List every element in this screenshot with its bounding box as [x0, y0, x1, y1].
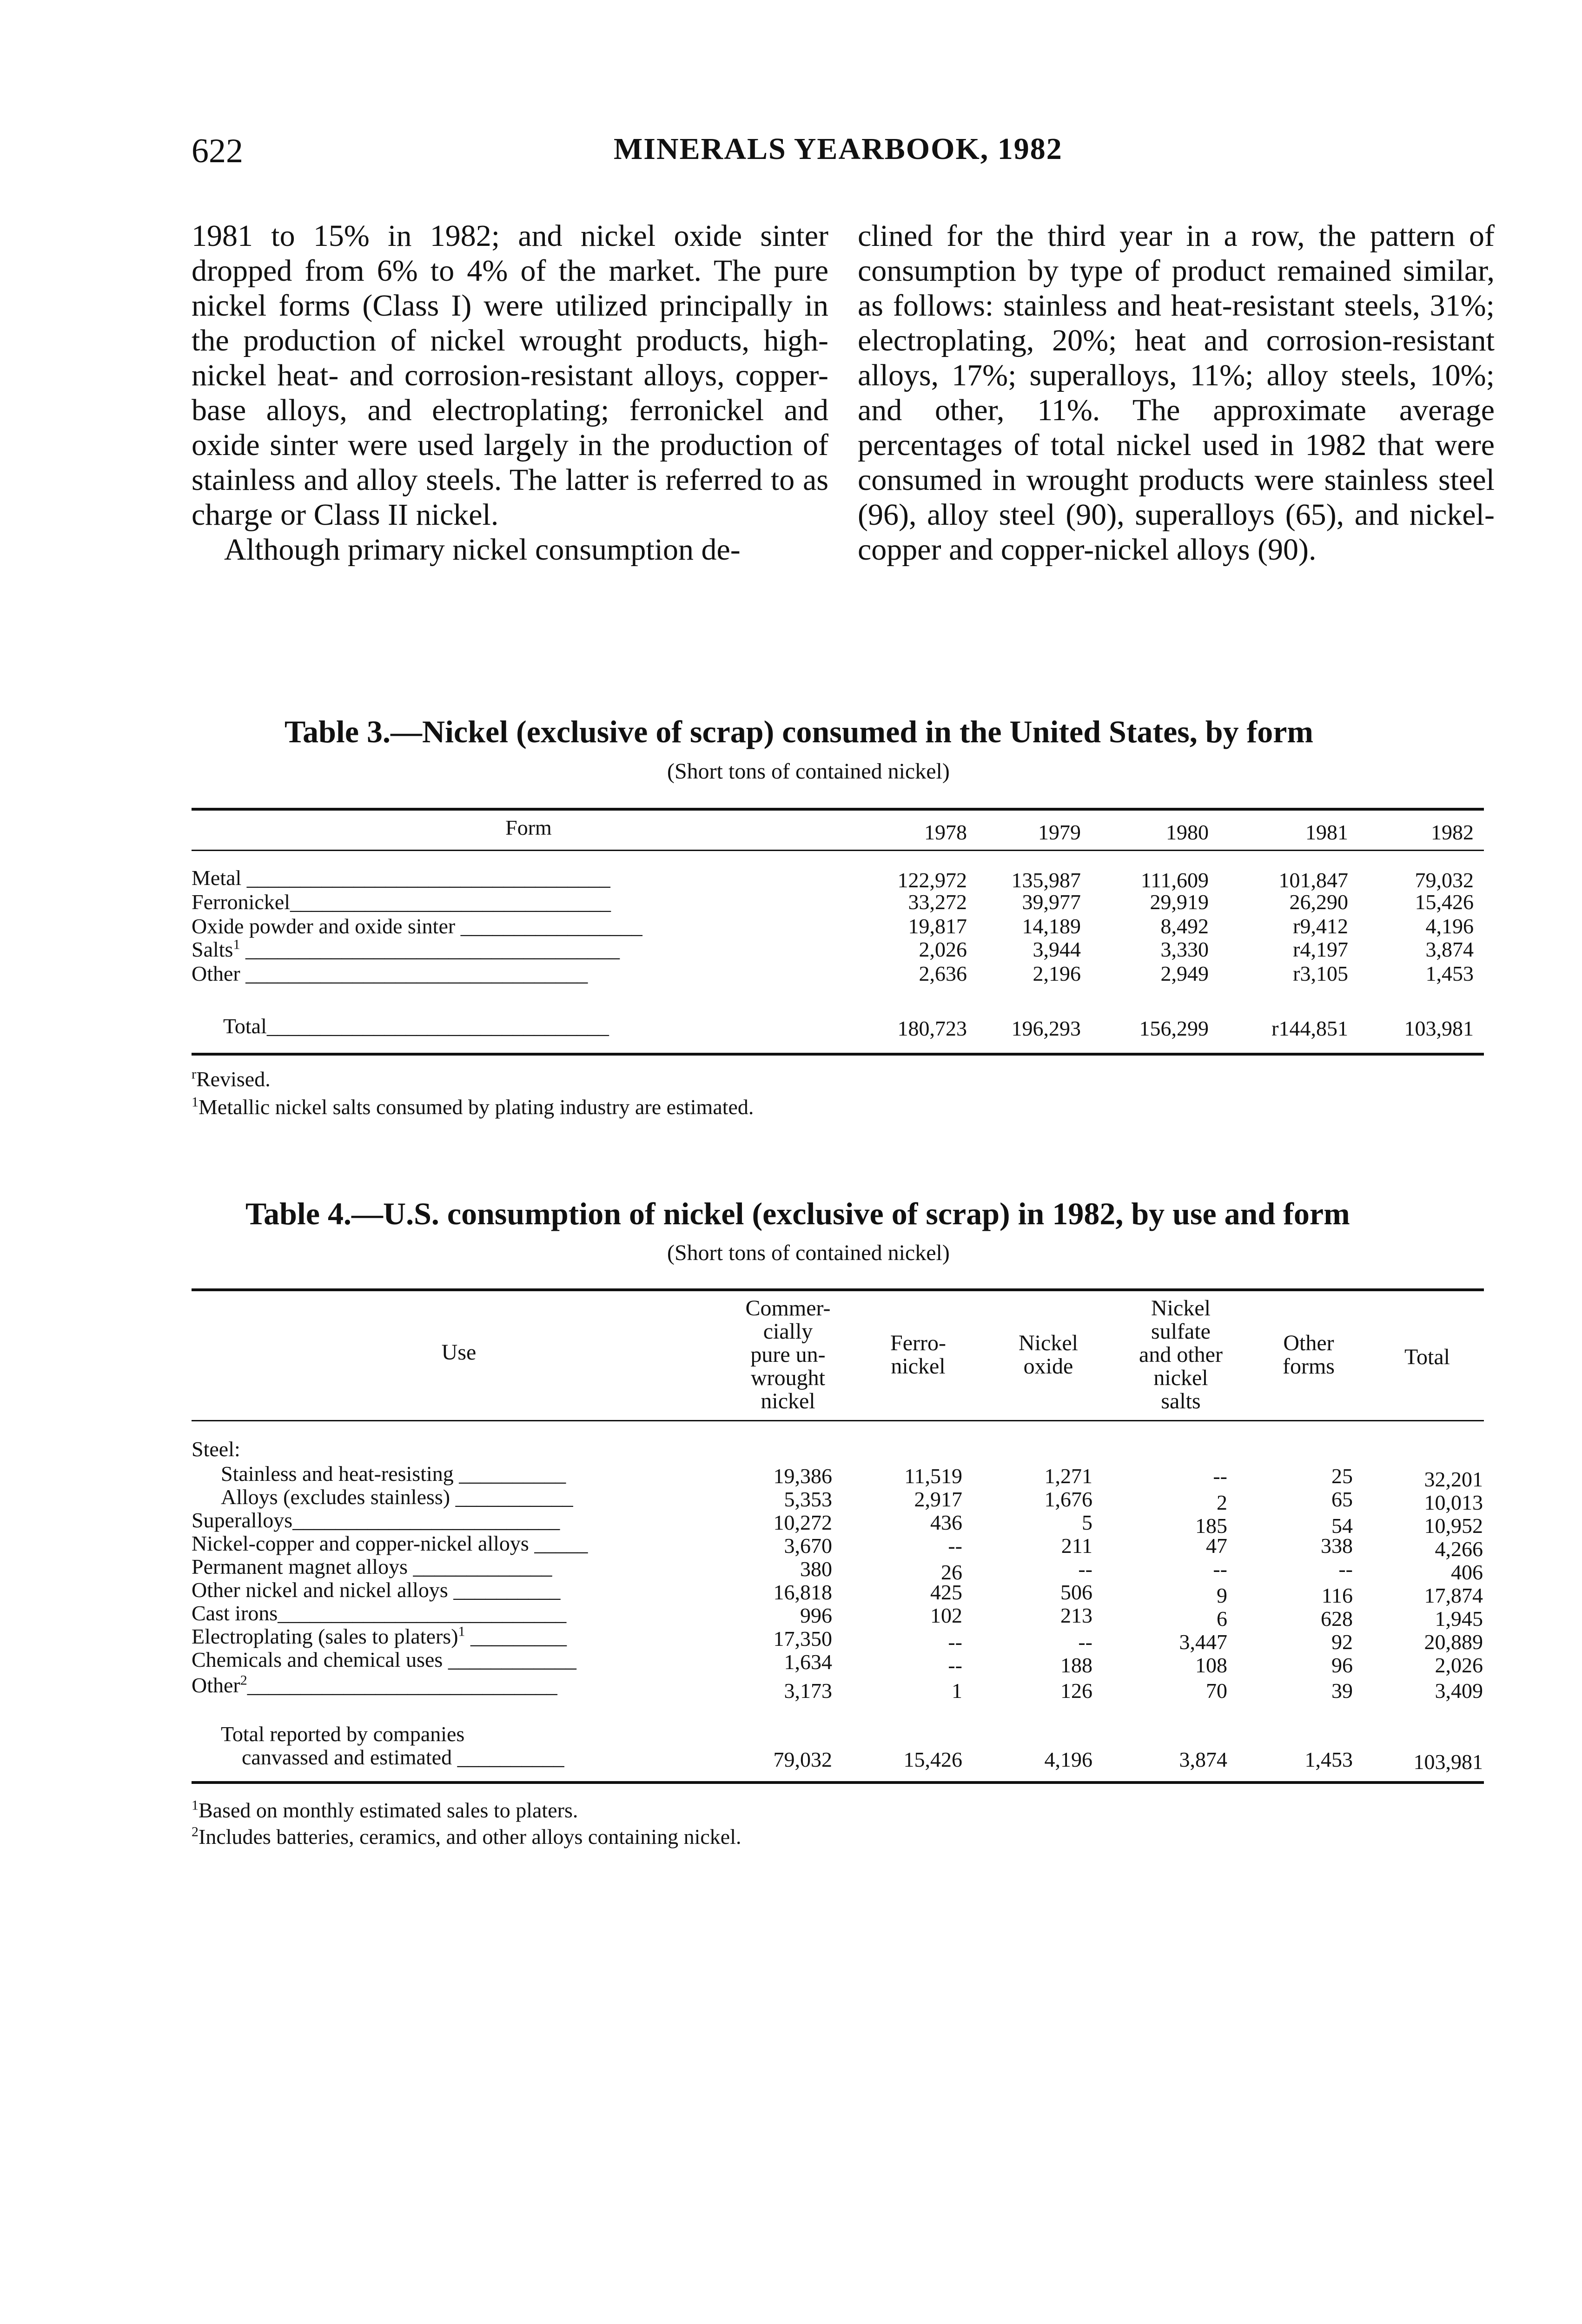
- table4-cell: 5,353: [784, 1487, 832, 1511]
- table4-cell: 2,026: [1435, 1653, 1483, 1677]
- table4-cell: 1,945: [1435, 1607, 1483, 1631]
- table3-cell: 3,330: [1160, 938, 1209, 961]
- table4-cell: 17,874: [1424, 1584, 1483, 1607]
- table4-cell: 108: [1195, 1653, 1227, 1677]
- table4-cell: 3,670: [784, 1534, 832, 1558]
- table4-header-nickel-oxide: Nickel oxide: [1019, 1331, 1078, 1379]
- table3-header-form: Form: [505, 816, 552, 839]
- table3-cell: 29,919: [1150, 890, 1209, 914]
- table3-footnote: $^r$Revised.: [192, 1066, 271, 1091]
- table4-header-total: Total: [1404, 1345, 1450, 1369]
- table3-cell: 1,453: [1425, 962, 1474, 985]
- table3-cell: 2,636: [919, 962, 967, 985]
- table3-header-year: 1980: [1166, 820, 1209, 844]
- table3-cell: 122,972: [897, 868, 967, 892]
- table3-top-rule: [192, 808, 1484, 811]
- table4-cell: 19,386: [773, 1464, 832, 1488]
- table4-cell: 126: [1060, 1679, 1092, 1703]
- table4-cell: --: [1078, 1630, 1092, 1654]
- table4-total-cell: 3,874: [1179, 1748, 1227, 1771]
- running-head: MINERALS YEARBOOK, 1982: [614, 132, 1063, 166]
- table3-cell: r3,105: [1293, 962, 1348, 985]
- table4-row-label: Alloys (excludes stainless) ___________: [221, 1485, 573, 1509]
- table3-title: Table 3.—Nickel (exclusive of scrap) consumed in the United States, by form: [285, 714, 1314, 749]
- table4-cell: 70: [1206, 1679, 1227, 1703]
- table4-group-label: Steel:: [192, 1437, 240, 1461]
- body-column-right: [858, 218, 1495, 567]
- table3-cell: 3,944: [1033, 938, 1081, 961]
- table4-cell: 996: [800, 1604, 832, 1627]
- table4-header-commercially-pure: Commer- cially pure un- wrought nickel: [745, 1296, 831, 1413]
- table3-cell: 33,272: [908, 890, 967, 914]
- table4-cell: 54: [1331, 1514, 1353, 1538]
- table4-total-cell: 15,426: [903, 1748, 962, 1771]
- table4-cell: 1,271: [1044, 1464, 1092, 1488]
- table3-cell: 2,949: [1160, 962, 1209, 985]
- body-paragraph: Although primary nickel consumption de-: [224, 533, 741, 567]
- table4-cell: 9: [1217, 1584, 1227, 1607]
- body-paragraph: 1981 to 15% in 1982; and nickel oxide sinter dropped from 6% to 4% of the market. The pure nickel forms (Class I) were utilized principally in the production of nickel wrought products, high-nickel heat- and corrosion-resistant alloys, copper-base alloys, and electroplating; ferronickel and oxide sinter were used largely in the production of stainless and alloy steels. The latter is referred to as charge or Class II nickel.: [192, 219, 828, 532]
- table4-cell: 26: [941, 1560, 962, 1584]
- table4-row-label: Nickel-copper and copper-nickel alloys _____: [192, 1532, 588, 1555]
- table3-cell: 14,189: [1022, 914, 1081, 938]
- table4-cell: 2: [1217, 1491, 1227, 1514]
- table4-cell: 380: [800, 1557, 832, 1581]
- table4-cell: 1: [952, 1679, 962, 1703]
- table3-subtitle: (Short tons of contained nickel): [667, 759, 950, 784]
- table3-header-year: 1979: [1038, 820, 1081, 844]
- table4-cell: 25: [1331, 1464, 1353, 1488]
- table4-cell: 10,272: [773, 1511, 832, 1534]
- table4-cell: 32,201: [1424, 1467, 1483, 1491]
- table4-cell: 102: [930, 1604, 962, 1627]
- table4-cell: 6: [1217, 1607, 1227, 1631]
- table4-cell: 1,634: [784, 1650, 832, 1674]
- table3-cell: 4,196: [1425, 914, 1474, 938]
- table4-cell: 338: [1321, 1534, 1353, 1558]
- table4-cell: 3,409: [1435, 1679, 1483, 1703]
- table3-total-label: Total________________________________: [223, 1014, 609, 1038]
- table4-cell: 406: [1451, 1560, 1483, 1584]
- table3-cell: 2,196: [1033, 962, 1081, 985]
- table4-header-use: Use: [441, 1340, 477, 1365]
- table3-cell: 8,492: [1160, 914, 1209, 938]
- page-number: 622: [192, 132, 243, 170]
- table4-cell: 10,013: [1424, 1491, 1483, 1514]
- table3-header-rule: [192, 850, 1484, 851]
- table4-subtitle: (Short tons of contained nickel): [667, 1241, 950, 1265]
- table4-cell: 436: [930, 1511, 962, 1534]
- table4-footnote: $^1$Based on monthly estimated sales to platers.: [192, 1797, 578, 1822]
- table4-cell: 628: [1321, 1607, 1353, 1631]
- table4-header-other-forms: Other forms: [1283, 1331, 1335, 1379]
- table3-total-cell: r144,851: [1271, 1017, 1348, 1040]
- table3-bottom-rule: [192, 1053, 1484, 1056]
- table4-cell: 20,889: [1424, 1630, 1483, 1654]
- table4-cell: 10,952: [1424, 1514, 1483, 1538]
- table4-total-label-line1: Total reported by companies: [221, 1722, 465, 1746]
- table3-cell: 101,847: [1278, 868, 1348, 892]
- table4-cell: --: [1078, 1557, 1092, 1581]
- table4-cell: --: [948, 1534, 962, 1558]
- table3-total-cell: 180,723: [897, 1017, 967, 1040]
- table4-row-label: Stainless and heat-resisting __________: [221, 1462, 566, 1486]
- table3-cell: 19,817: [908, 914, 967, 938]
- table4-cell: 213: [1060, 1604, 1092, 1627]
- table4-header-nickel-salts: Nickel sulfate and other nickel salts: [1139, 1296, 1223, 1413]
- table4-row-label: Other$^2$_____________________________: [192, 1673, 557, 1697]
- table4-cell: 2,917: [914, 1487, 962, 1511]
- table3-cell: r4,197: [1293, 938, 1348, 961]
- table3-cell: 26,290: [1289, 890, 1348, 914]
- table4-footnote: $^2$Includes batteries, ceramics, and other alloys containing nickel.: [192, 1824, 741, 1849]
- table4-cell: --: [948, 1653, 962, 1677]
- table3-cell: 3,874: [1425, 938, 1474, 961]
- table4-bottom-rule: [192, 1781, 1484, 1784]
- table3-row-label: Salts$^1$ ___________________________________: [192, 938, 620, 961]
- table4-total-cell: 4,196: [1044, 1748, 1092, 1771]
- table3-cell: 39,977: [1022, 890, 1081, 914]
- table3-header-year: 1982: [1431, 820, 1474, 844]
- table3-row-label: Metal __________________________________: [192, 866, 610, 890]
- table4-title: Table 4.—U.S. consumption of nickel (exclusive of scrap) in 1982, by use and form: [245, 1196, 1350, 1231]
- table4-cell: 116: [1321, 1584, 1353, 1607]
- table3-cell: 135,987: [1011, 868, 1081, 892]
- table4-cell: 188: [1060, 1653, 1092, 1677]
- body-paragraph: clined for the third year in a row, the pattern of consumption by type of product remained similar, as follows: stainless and heat-resistant steels, 31%; electroplating, 20%; heat and corrosion-resistant alloys, 17%; superalloys, 11%; alloy steels, 10%; and other, 11%. The approximate average percentages of total nickel used in 1982 that were consumed in wrought products were stainless steel (96), alloy steel (90), superalloys (65), and nickel-copper and copper-nickel alloys (90).: [858, 219, 1495, 567]
- table3-cell: 15,426: [1415, 890, 1474, 914]
- table3-cell: 2,026: [919, 938, 967, 961]
- table4-cell: 11,519: [904, 1464, 962, 1488]
- table3-cell: 111,609: [1140, 868, 1209, 892]
- table4-cell: 16,818: [773, 1580, 832, 1604]
- table3-footnote: $^1$Metallic nickel salts consumed by plating industry are estimated.: [192, 1094, 754, 1119]
- table3-total-cell: 156,299: [1139, 1017, 1209, 1040]
- table3-header-year: 1981: [1305, 820, 1348, 844]
- table4-cell: 4,266: [1435, 1537, 1483, 1561]
- table4-cell: --: [1213, 1557, 1227, 1581]
- table4-row-label: Other nickel and nickel alloys __________: [192, 1578, 561, 1602]
- table4-row-label: Chemicals and chemical uses ____________: [192, 1648, 576, 1671]
- table4-cell: 211: [1061, 1534, 1092, 1558]
- table4-total-cell: 103,981: [1413, 1750, 1483, 1774]
- table4-cell: 92: [1331, 1630, 1353, 1654]
- table4-row-label: Permanent magnet alloys _____________: [192, 1555, 552, 1578]
- table4-cell: 17,350: [773, 1627, 832, 1651]
- table4-cell: 39: [1331, 1679, 1353, 1703]
- table4-cell: 425: [930, 1580, 962, 1604]
- table3-row-label: Other ________________________________: [192, 962, 588, 985]
- table3-row-label: Ferronickel______________________________: [192, 890, 611, 914]
- table4-cell: --: [1213, 1464, 1227, 1488]
- table3-cell: r9,412: [1293, 914, 1348, 938]
- table4-total-label-line2: canvassed and estimated __________: [242, 1745, 564, 1769]
- table4-header-ferronickel: Ferro- nickel: [890, 1331, 946, 1379]
- table4-header-rule: [192, 1420, 1484, 1421]
- table4-row-label: Superalloys_________________________: [192, 1508, 560, 1532]
- table4-cell: 47: [1206, 1534, 1227, 1558]
- table3-total-cell: 196,293: [1011, 1017, 1081, 1040]
- table4-cell: 506: [1060, 1580, 1092, 1604]
- table4-top-rule: [192, 1288, 1484, 1291]
- body-column-left: [192, 218, 828, 567]
- table3-total-cell: 103,981: [1404, 1017, 1474, 1040]
- table4-cell: 5: [1082, 1511, 1092, 1534]
- table4-cell: --: [948, 1630, 962, 1654]
- table4-row-label: Electroplating (sales to platers)$^1$ _________: [192, 1624, 567, 1648]
- table4-total-cell: 79,032: [773, 1748, 832, 1771]
- table4-cell: --: [1338, 1557, 1353, 1581]
- table4-cell: 3,173: [784, 1679, 832, 1703]
- table3-row-label: Oxide powder and oxide sinter _________________: [192, 914, 642, 938]
- table4-cell: 3,447: [1179, 1630, 1227, 1654]
- table4-cell: 185: [1195, 1514, 1227, 1538]
- table4-cell: 1,676: [1044, 1487, 1092, 1511]
- table4-total-cell: 1,453: [1304, 1748, 1353, 1771]
- table4-cell: 65: [1331, 1487, 1353, 1511]
- table3-cell: 79,032: [1415, 868, 1474, 892]
- table3-header-year: 1978: [924, 820, 967, 844]
- table4-row-label: Cast irons___________________________: [192, 1601, 567, 1625]
- table4-cell: 96: [1331, 1653, 1353, 1677]
